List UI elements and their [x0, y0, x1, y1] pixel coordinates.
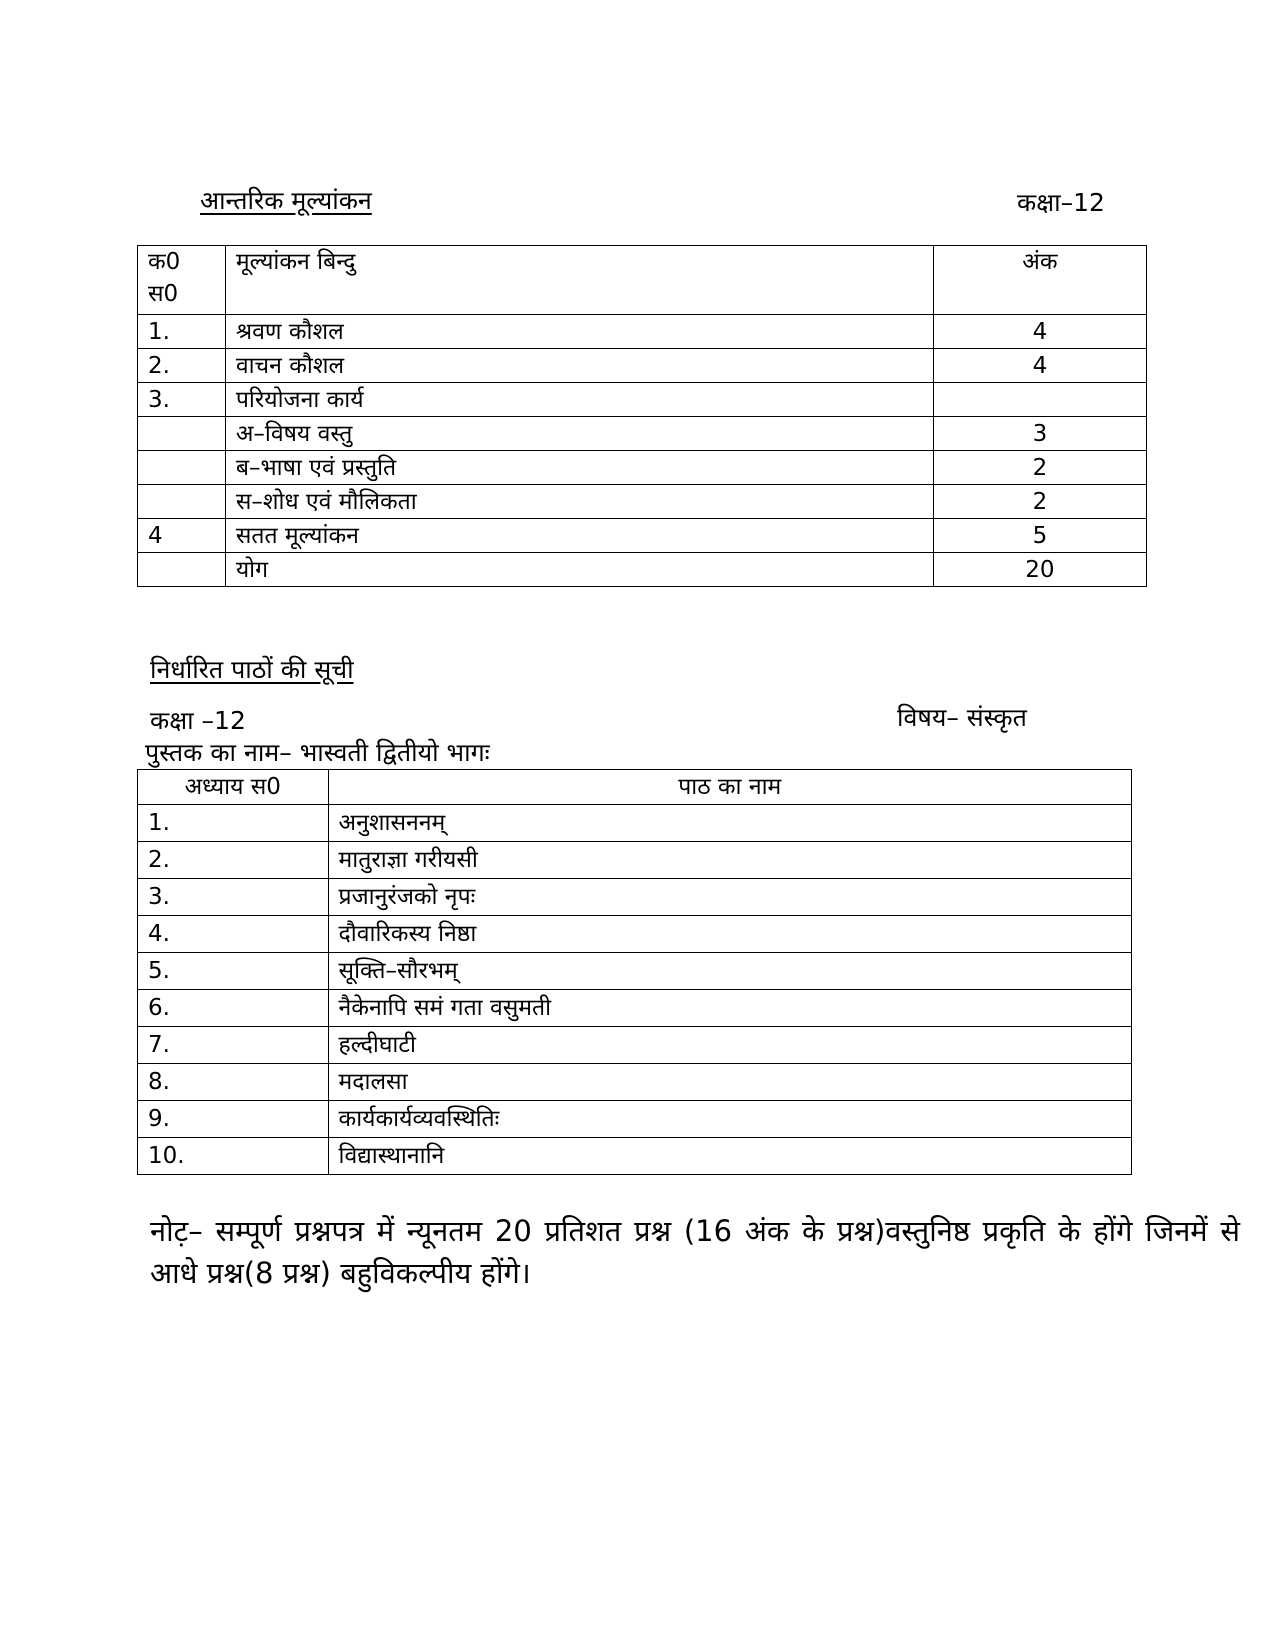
- row-sno: 3.: [138, 383, 226, 417]
- table-header-row: [138, 246, 1147, 315]
- table-row: [138, 842, 1132, 879]
- table-row: [138, 1064, 1132, 1101]
- assessment-title: आन्तरिक मूल्यांकन: [200, 186, 372, 215]
- lesson-no: 10.: [138, 1138, 329, 1175]
- row-sno: 2.: [138, 349, 226, 383]
- header-sno: क0 स0: [138, 246, 226, 315]
- row-sno: 1.: [138, 315, 226, 349]
- table-row: [138, 879, 1132, 916]
- table-row: [138, 349, 1147, 383]
- assessment-table: [137, 245, 1147, 587]
- table-row: [138, 953, 1132, 990]
- syllabus-class-label: कक्षा –12: [150, 706, 246, 735]
- lesson-name: कार्यकार्यव्यवस्थितिः: [328, 1101, 1131, 1138]
- lesson-no: 2.: [138, 842, 329, 879]
- row-point: सतत मूल्यांकन: [225, 519, 933, 553]
- lesson-no: 6.: [138, 990, 329, 1027]
- table-row: [138, 383, 1147, 417]
- lessons-table: [137, 769, 1132, 1175]
- header-lesson: पाठ का नाम: [328, 770, 1131, 805]
- lesson-name: मदालसा: [328, 1064, 1131, 1101]
- row-marks: 4: [933, 349, 1146, 383]
- row-sno: [138, 417, 226, 451]
- lesson-name: हल्दीघाटी: [328, 1027, 1131, 1064]
- table-row: [138, 990, 1132, 1027]
- header-chapter: अध्याय स0: [138, 770, 329, 805]
- lesson-name: नैकेनापि समं गता वसुमती: [328, 990, 1131, 1027]
- row-sno: [138, 451, 226, 485]
- row-point: स–शोध एवं मौलिकता: [225, 485, 933, 519]
- row-marks: 3: [933, 417, 1146, 451]
- table-row: [138, 916, 1132, 953]
- row-point: श्रवण कौशल: [225, 315, 933, 349]
- lesson-name: प्रजानुरंजको नृपः: [328, 879, 1131, 916]
- row-point: वाचन कौशल: [225, 349, 933, 383]
- header-marks: अंक: [933, 246, 1146, 315]
- row-point: योग: [225, 553, 933, 587]
- assessment-class-label: कक्षा–12: [1017, 188, 1105, 217]
- row-marks: 4: [933, 315, 1146, 349]
- syllabus-subject-label: विषय– संस्कृत: [897, 703, 1027, 732]
- syllabus-book-label: पुस्तक का नाम– भास्वती द्वितीयो भागः: [145, 738, 490, 767]
- lesson-name: दौवारिकस्य निष्ठा: [328, 916, 1131, 953]
- lesson-no: 3.: [138, 879, 329, 916]
- row-sno: 4: [138, 519, 226, 553]
- row-point: परियोजना कार्य: [225, 383, 933, 417]
- table-row: [138, 417, 1147, 451]
- table-row: [138, 315, 1147, 349]
- table-row: [138, 519, 1147, 553]
- row-marks: 2: [933, 485, 1146, 519]
- lesson-no: 9.: [138, 1101, 329, 1138]
- row-marks: 5: [933, 519, 1146, 553]
- row-marks: 20: [933, 553, 1146, 587]
- lesson-name: सूक्ति–सौरभम्: [328, 953, 1131, 990]
- lesson-no: 7.: [138, 1027, 329, 1064]
- row-marks: 2: [933, 451, 1146, 485]
- lesson-name: मातुराज्ञा गरीयसी: [328, 842, 1131, 879]
- table-row: [138, 1138, 1132, 1175]
- table-row: [138, 485, 1147, 519]
- header-point: मूल्यांकन बिन्दु: [225, 246, 933, 315]
- table-row: [138, 805, 1132, 842]
- table-row-total: [138, 553, 1147, 587]
- row-sno: [138, 553, 226, 587]
- lesson-name: अनुशासननम्: [328, 805, 1131, 842]
- row-sno: [138, 485, 226, 519]
- row-point: अ–विषय वस्तु: [225, 417, 933, 451]
- lesson-no: 5.: [138, 953, 329, 990]
- table-row: [138, 451, 1147, 485]
- table-row: [138, 1027, 1132, 1064]
- table-row: [138, 1101, 1132, 1138]
- lesson-name: विद्यास्थानानि: [328, 1138, 1131, 1175]
- lesson-no: 1.: [138, 805, 329, 842]
- row-marks: [933, 383, 1146, 417]
- lesson-no: 4.: [138, 916, 329, 953]
- row-point: ब–भाषा एवं प्रस्तुति: [225, 451, 933, 485]
- table-header-row: [138, 770, 1132, 805]
- note-paragraph: नोट़– सम्पूर्ण प्रश्नपत्र में न्यूनतम 20 प्रतिशत प्रश्न (16 अंक के प्रश्न)वस्तुनिष्ठ प्रकृति के होंगे जिनमें से आधे प्रश्न(8 प्रश्न) बहुविकल्पीय होंगे।: [150, 1214, 1240, 1290]
- syllabus-title: निर्धारित पाठों की सूची: [150, 655, 354, 684]
- lesson-no: 8.: [138, 1064, 329, 1101]
